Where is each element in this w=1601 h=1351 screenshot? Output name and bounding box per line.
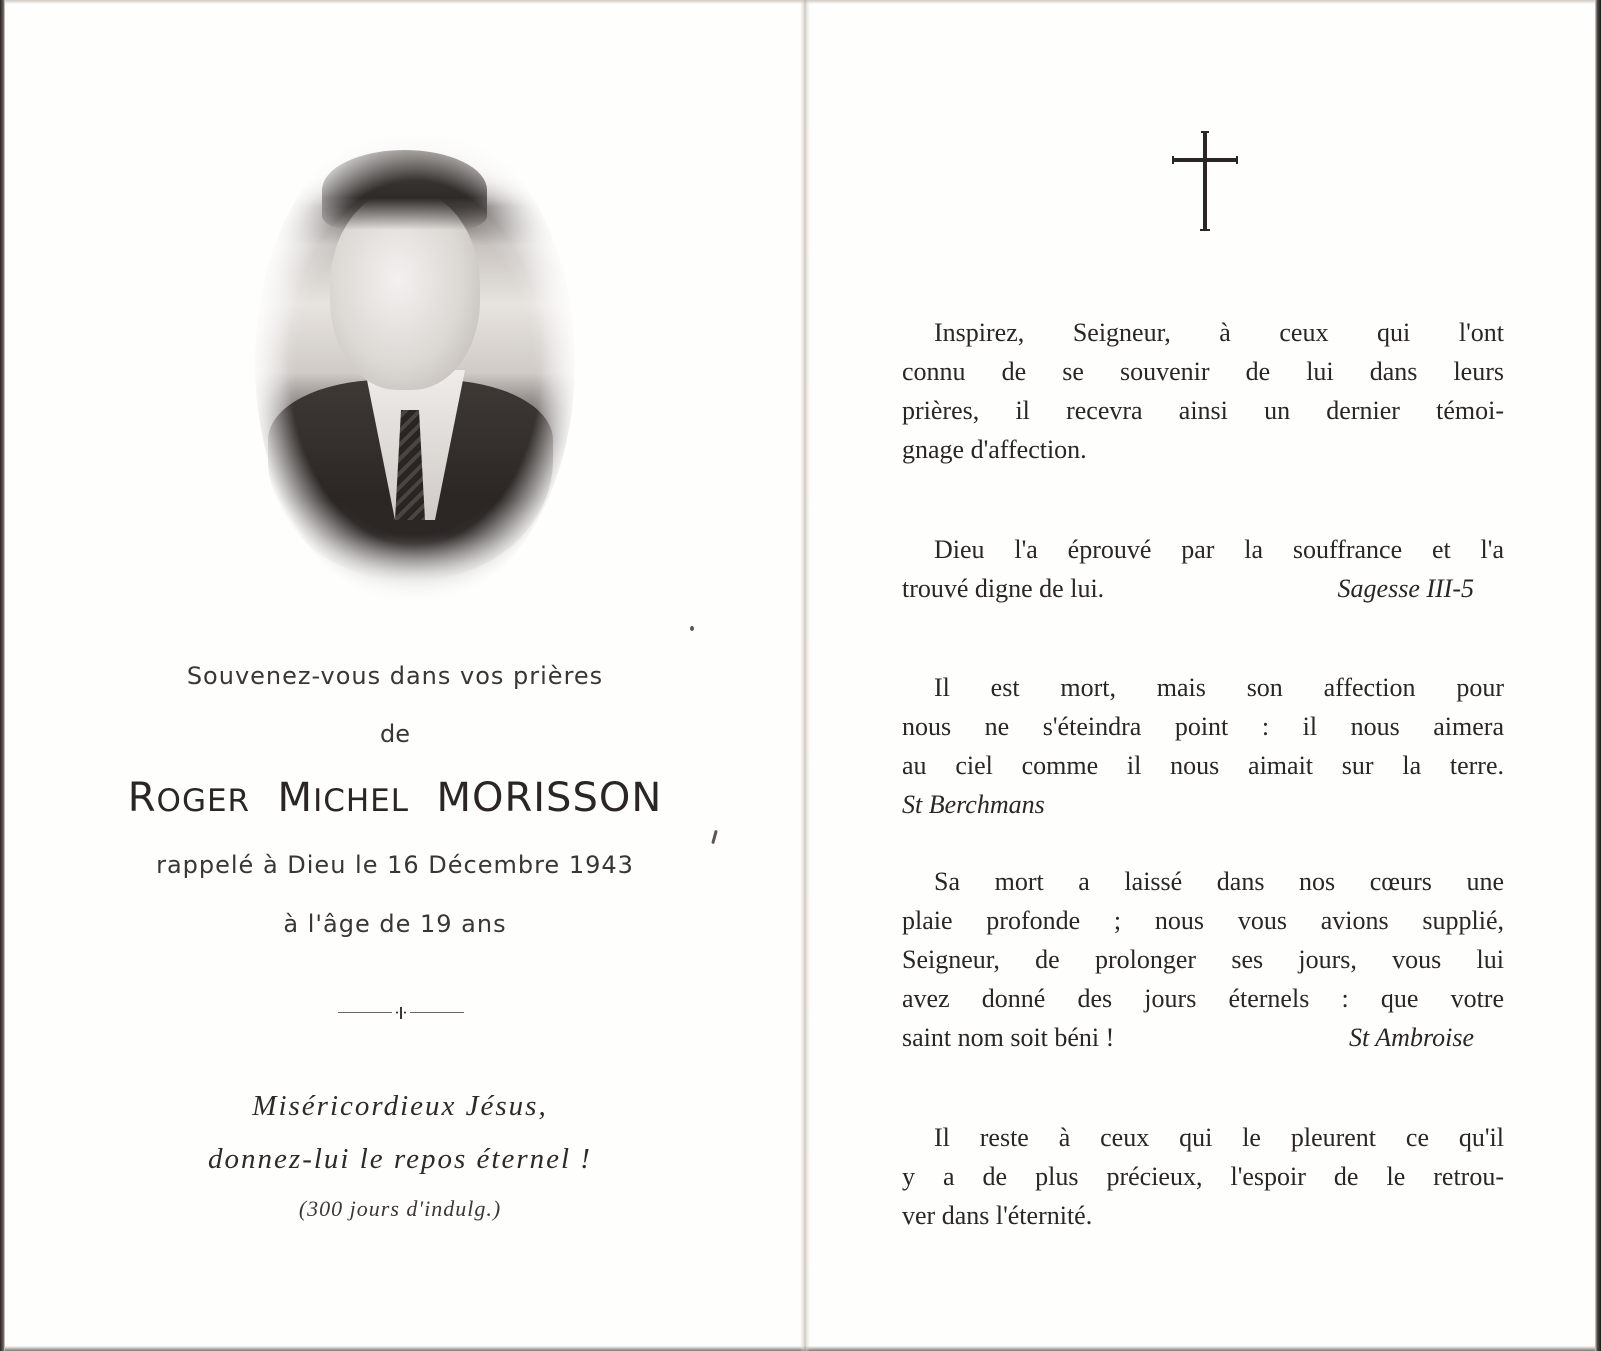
paragraph-3-line-3: au ciel comme il nous aimait sur la terre.: [902, 751, 1504, 780]
paragraph-4-line-1: Sa mort a laissé dans nos cœurs une: [934, 867, 1504, 896]
paragraph-4: [902, 862, 1504, 1057]
paragraph-2: [902, 530, 1504, 608]
paragraph-2-line-2: [902, 569, 1504, 608]
paragraph-1: [902, 313, 1504, 469]
paragraph-2-line-2-text: trouvé digne de lui.: [902, 574, 1105, 603]
portrait-hair: [322, 150, 487, 230]
name-middle-initial: M: [277, 775, 314, 821]
prayer-line-2: donnez-lui le repos éternel !: [208, 1143, 592, 1175]
death-date-line: rappelé à Dieu le 16 Décembre 1943: [156, 851, 634, 879]
paragraph-1-line-1: Inspirez, Seigneur, à ceux qui l'ont: [934, 318, 1504, 347]
attribution-berchmans: St Berchmans: [902, 790, 1045, 819]
indulgence-note: (300 jours d'indulg.): [298, 1196, 502, 1221]
age-line: à l'âge de 19 ans: [283, 910, 507, 938]
paragraph-1-line-4: gnage d'affection.: [902, 435, 1087, 464]
cross-horizontal-bar: [1172, 158, 1238, 162]
card-right-edge: [1595, 0, 1601, 1351]
name-last: MORISSON: [436, 775, 663, 821]
paragraph-5-line-3: ver dans l'éternité.: [902, 1201, 1093, 1230]
paragraph-4-line-2: plaie profonde ; nous vous avions supplié,: [902, 906, 1504, 935]
attribution-sagesse: Sagesse III-5: [1337, 574, 1474, 603]
paragraph-3: [902, 668, 1504, 824]
paragraph-5-line-1: Il reste à ceux qui le pleurent ce qu'il: [934, 1123, 1504, 1152]
name-middle-rest: ICHEL: [313, 783, 410, 819]
cross-cap-bottom: [1200, 229, 1210, 231]
divider-ornament: [338, 1006, 464, 1020]
attribution-ambroise: St Ambroise: [1349, 1023, 1474, 1052]
paragraph-1-line-2: connu de se souvenir de lui dans leurs: [902, 357, 1504, 386]
deceased-name: [0, 775, 790, 821]
cross-vertical-bar: [1203, 131, 1207, 231]
cross-icon: [1172, 131, 1238, 231]
ornament-knot-icon: [394, 1006, 408, 1020]
cross-cap-top: [1201, 131, 1209, 133]
paragraph-3-line-2: nous ne s'éteindra point : il nous aimera: [902, 712, 1504, 741]
paragraph-4-line-5-text: saint nom soit béni !: [902, 1023, 1115, 1052]
remember-line: Souvenez-vous dans vos prières: [186, 662, 604, 690]
cross-cap-left: [1172, 156, 1174, 164]
prayer-line-1: Miséricordieux Jésus,: [252, 1090, 548, 1122]
cross-cap-right: [1236, 156, 1238, 164]
paragraph-5: [902, 1118, 1504, 1235]
paper-mark: [711, 830, 718, 844]
paragraph-4-line-5: [902, 1018, 1504, 1057]
ornament-line-left: [338, 1012, 392, 1013]
paragraph-5-line-2: y a de plus précieux, l'espoir de le retrou-: [902, 1162, 1504, 1191]
paragraph-3-line-1: Il est mort, mais son affection pour: [934, 673, 1504, 702]
de-line: de: [380, 720, 410, 748]
paragraph-4-line-4: avez donné des jours éternels : que votre: [902, 984, 1504, 1013]
paragraph-2-line-1: Dieu l'a éprouvé par la souffrance et l'a: [934, 535, 1504, 564]
ornament-line-right: [410, 1012, 464, 1013]
paragraph-4-line-3: Seigneur, de prolonger ses jours, vous lui: [902, 945, 1504, 974]
paper-speck: [690, 626, 694, 631]
name-first-initial: R: [127, 775, 157, 821]
name-first-rest: OGER: [156, 783, 251, 819]
paragraph-1-line-3: prières, il recevra ainsi un dernier témoi-: [902, 396, 1504, 425]
